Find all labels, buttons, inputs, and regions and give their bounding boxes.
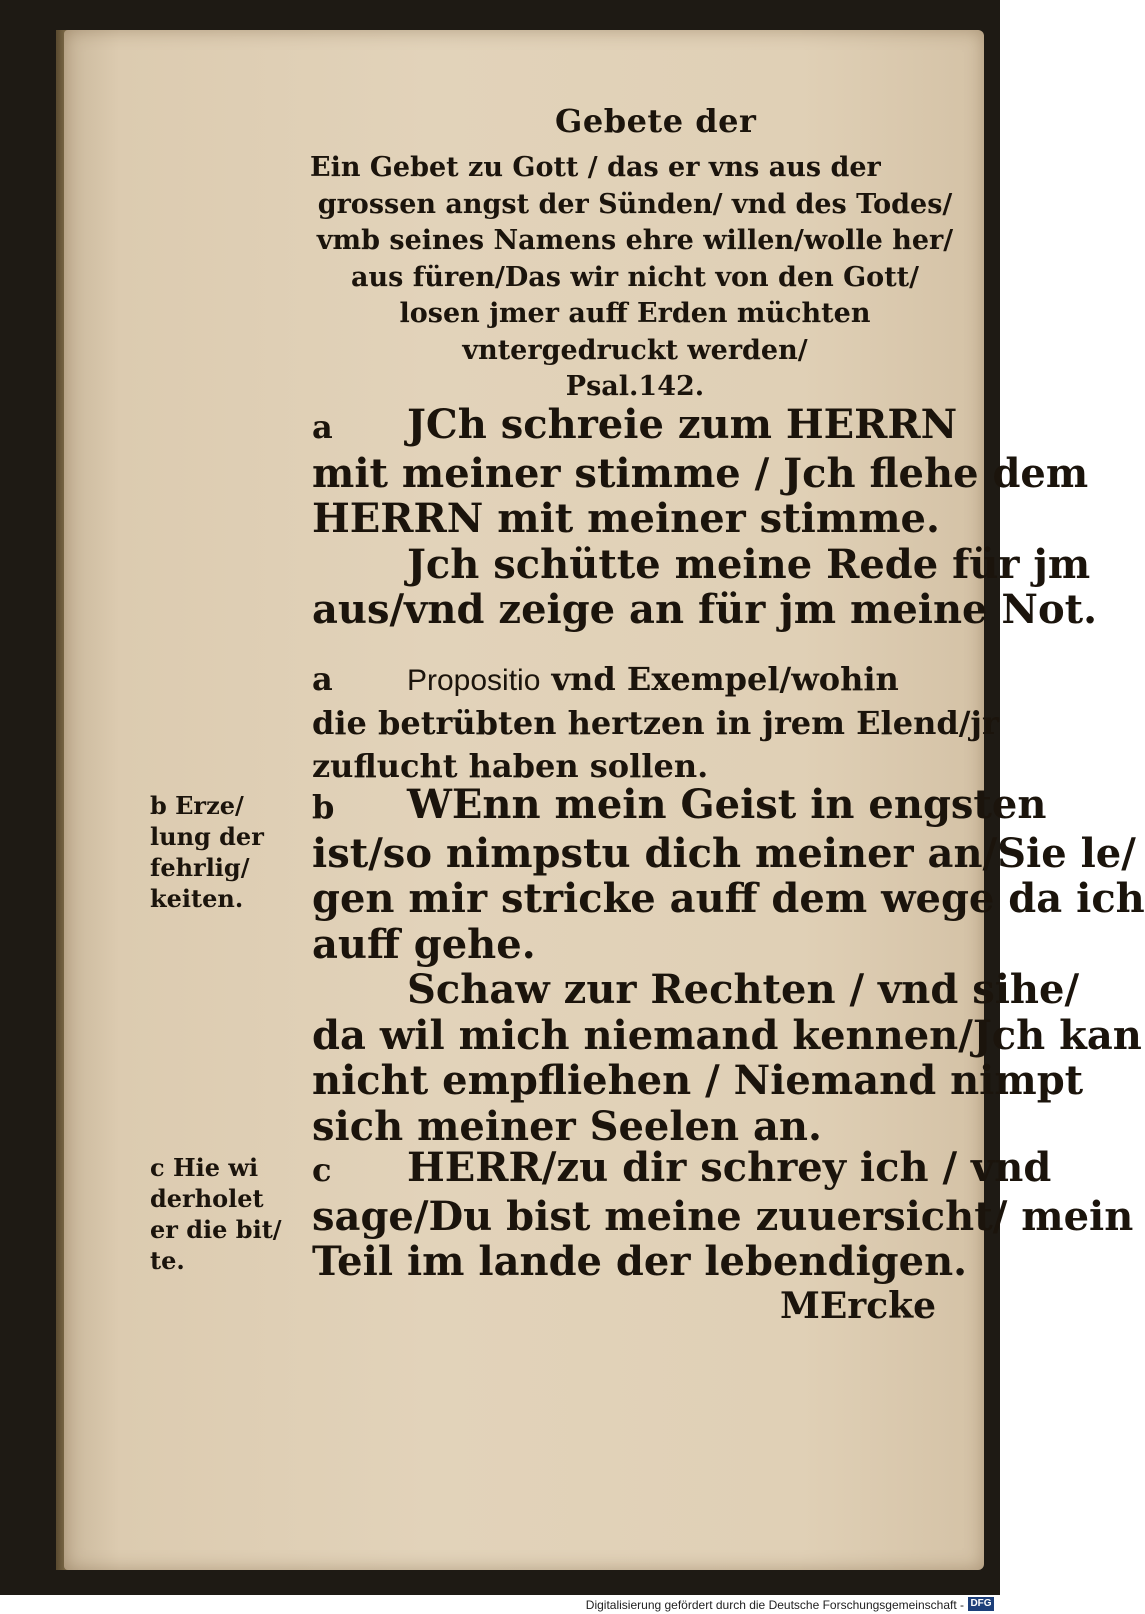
margin-note-b bbox=[150, 790, 300, 914]
heading-line: vntergedruckt werden/ bbox=[462, 334, 808, 366]
psalm-reference: Psal.142. bbox=[565, 371, 705, 402]
footer-credit: Digitalisierung gefördert durch die Deutsche Forschungsgemeinschaft - bbox=[585, 1598, 964, 1612]
note-roman-word: Propositio bbox=[407, 664, 541, 697]
verse-line: ist/so nimpstu dich meiner an/Sie le/ bbox=[312, 829, 1136, 877]
verse-line: WEnn mein Geist in engsten bbox=[407, 781, 1047, 828]
verse-line: HERRN mit meiner stimme. bbox=[312, 495, 940, 542]
margin-line: lung der bbox=[150, 822, 264, 851]
margin-line: keiten. bbox=[150, 884, 244, 913]
verse-line: Teil im lande der lebendigen. bbox=[312, 1238, 968, 1285]
verse-letter: a bbox=[312, 408, 333, 446]
verse-line: JCh schreie zum HERRN bbox=[407, 401, 958, 448]
margin-line: b Erze/ bbox=[150, 791, 244, 820]
heading-line: Ein Gebet zu Gott / das er vns aus der bbox=[310, 152, 881, 183]
note-line: vnd Exempel/wohin bbox=[551, 660, 899, 698]
verse-letter: b bbox=[312, 788, 335, 826]
margin-line: er die bit/ bbox=[150, 1215, 282, 1244]
heading-line: losen jmer auff Erden müchten bbox=[399, 298, 871, 329]
verse-b bbox=[312, 781, 1145, 1150]
catchword: MErcke bbox=[780, 1285, 937, 1327]
prayer-heading bbox=[310, 150, 960, 406]
note-line: zuflucht haben sollen. bbox=[312, 747, 709, 785]
margin-line: te. bbox=[150, 1246, 185, 1275]
margin-line: fehrlig/ bbox=[150, 853, 250, 882]
verse-line: Jch schütte meine Rede für jm bbox=[407, 540, 1091, 588]
verse-letter: c bbox=[312, 1151, 332, 1189]
verse-line: sage/Du bist meine zuuersicht/ mein bbox=[312, 1192, 1134, 1240]
note-letter: a bbox=[312, 660, 333, 698]
heading-line: grossen angst der Sünden/ vnd des Todes/ bbox=[317, 188, 953, 220]
margin-line: derholet bbox=[150, 1184, 264, 1213]
verse-line: auff gehe. bbox=[312, 920, 536, 968]
verse-line: gen mir stricke auff dem wege da ich bbox=[312, 875, 1145, 922]
verse-line: da wil mich niemand kennen/Jch kan bbox=[312, 1011, 1142, 1059]
margin-note-c bbox=[150, 1152, 300, 1276]
verse-line: Schaw zur Rechten / vnd sihe/ bbox=[407, 966, 1080, 1013]
verse-a bbox=[312, 401, 1098, 633]
note-line: die betrübten hertzen in jrem Elend/jr bbox=[312, 704, 999, 742]
heading-line: vmb seines Namens ehre willen/wolle her/ bbox=[316, 225, 954, 256]
verse-line: mit meiner stimme / Jch flehe dem bbox=[312, 449, 1089, 497]
verse-line: HERR/zu dir schrey ich / vnd bbox=[407, 1144, 1052, 1191]
margin-line: c Hie wi bbox=[150, 1153, 259, 1182]
verse-c bbox=[312, 1144, 1134, 1285]
verse-line: sich meiner Seelen an. bbox=[312, 1102, 822, 1150]
verse-line: aus/vnd zeige an für jm meine Not. bbox=[312, 586, 1098, 633]
heading-line: aus füren/Das wir nicht von den Gott/ bbox=[350, 261, 919, 293]
verse-line: nicht empfliehen / Niemand nimpt bbox=[312, 1057, 1084, 1104]
dfg-logo-icon: DFG bbox=[968, 1597, 994, 1611]
running-head: Gebete der bbox=[555, 102, 757, 140]
note-propositio bbox=[312, 658, 999, 788]
